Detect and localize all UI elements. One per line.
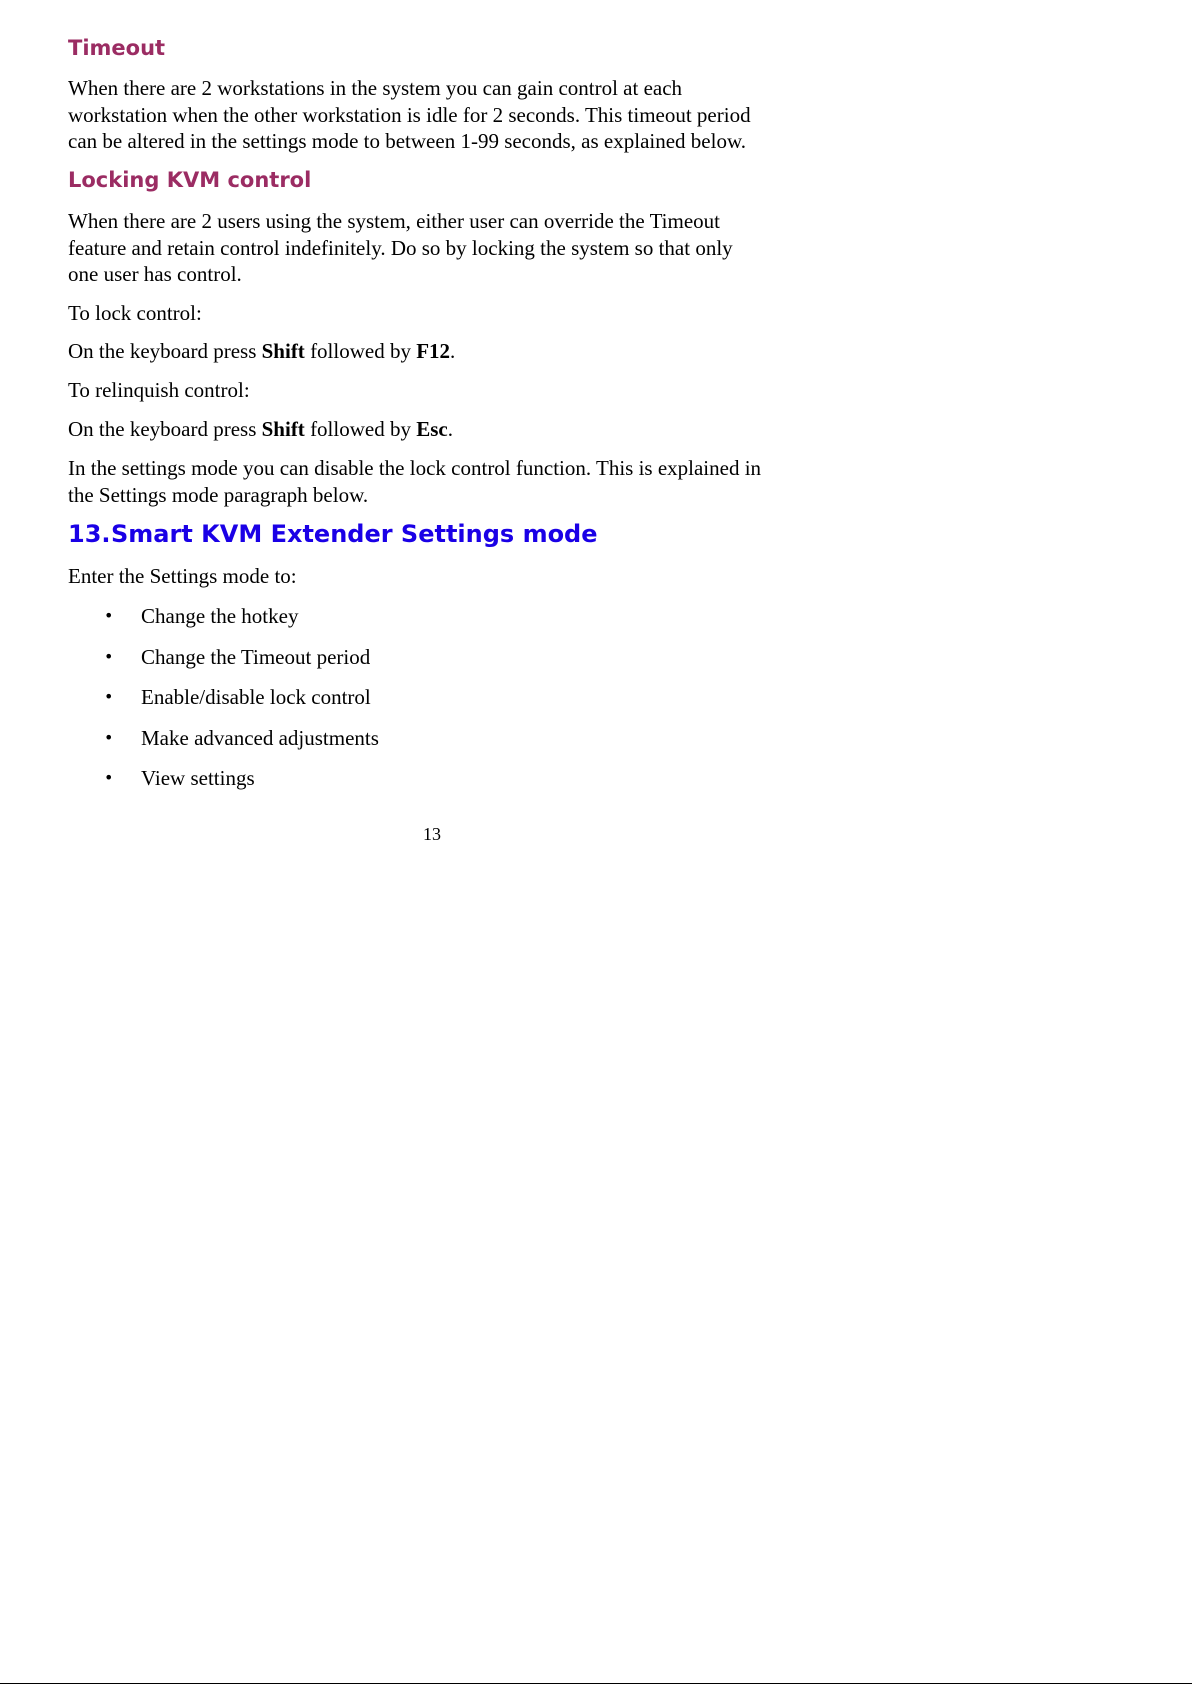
instruction-text: followed by [304, 417, 417, 441]
section-title: Smart KVM Extender Settings mode [111, 520, 598, 548]
bullet-icon: • [104, 647, 114, 666]
paragraph-line: feature and retain control indefinitely. Do so by locking the system so that only [68, 235, 733, 260]
relinquish-control-instruction [68, 416, 453, 443]
shift-key-label: Shift [261, 339, 305, 363]
lock-control-intro: To lock control: [68, 301, 202, 325]
bullet-icon: • [104, 606, 114, 625]
instruction-text: . [447, 417, 453, 441]
paragraph-settings-note [68, 455, 761, 508]
list-item-text: Make advanced adjustments [141, 726, 379, 750]
list-item-text: Change the Timeout period [141, 645, 371, 669]
instruction-text: followed by [304, 339, 417, 363]
settings-mode-intro: Enter the Settings mode to: [68, 564, 297, 588]
heading-timeout: Timeout [68, 36, 166, 60]
paragraph-line: the Settings mode paragraph below. [68, 482, 369, 507]
paragraph-line: one user has control. [68, 262, 242, 286]
f12-key-label: F12 [416, 339, 451, 363]
instruction-text: . [450, 339, 456, 363]
heading-locking-kvm-control: Locking KVM control [68, 168, 312, 192]
heading-settings-mode [68, 520, 598, 548]
page-number: 13 [423, 824, 441, 844]
paragraph-line: In the settings mode you can disable the lock control function. This is explained in [68, 456, 762, 480]
bullet-icon: • [104, 687, 114, 706]
list-item-text: View settings [141, 766, 255, 790]
instruction-text: On the keyboard press [68, 339, 262, 363]
paragraph-line: When there are 2 users using the system, either user can override the Timeout [68, 209, 720, 233]
section-number: 13. [68, 520, 111, 548]
bullet-icon: • [104, 768, 114, 787]
list-item-text: Change the hotkey [141, 604, 299, 628]
paragraph-line: When there are 2 workstations in the system you can gain control at each [68, 76, 683, 100]
paragraph-line: workstation when the other workstation is idle for 2 seconds. This timeout period [68, 102, 751, 127]
paragraph-timeout [68, 75, 751, 155]
bullet-icon: • [104, 728, 114, 747]
list-item-text: Enable/disable lock control [141, 685, 371, 709]
shift-key-label: Shift [261, 417, 305, 441]
paragraph-line: can be altered in the settings mode to between 1-99 seconds, as explained below. [68, 129, 747, 153]
instruction-text: On the keyboard press [68, 417, 262, 441]
relinquish-control-intro: To relinquish control: [68, 378, 250, 402]
lock-control-instruction [68, 338, 455, 365]
esc-key-label: Esc [416, 417, 448, 441]
page-bottom-divider [0, 1683, 1192, 1684]
paragraph-locking [68, 208, 733, 288]
